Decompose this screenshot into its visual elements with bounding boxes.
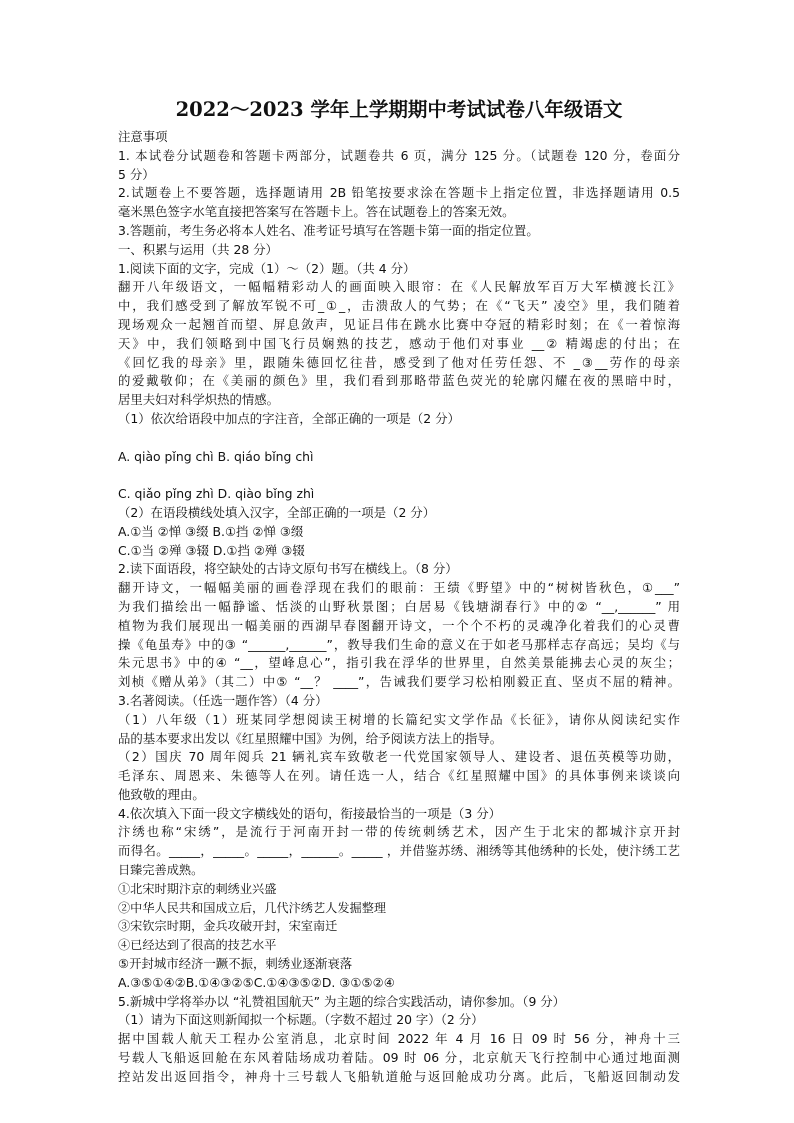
text-line: 日臻完善成熟。: [118, 863, 204, 878]
text-line: ②中华人民共和国成立后，几代汴绣艺人发掘整理: [118, 900, 387, 915]
text-line: 3.名著阅读。（任选一题作答）（4 分）: [118, 692, 328, 708]
page-title: 2022～2023 学年上学期期中考试试卷八年级语文: [175, 98, 623, 121]
text-line: （1）请为下面这则新闻拟一个标题。（字数不超过 20 字）（2 分）: [118, 1012, 484, 1028]
text-line: ①北宋时期汴京的刺绣业兴盛: [118, 881, 277, 896]
text-line: 而得名。_____，_____。_____，______。_____ ，并借鉴苏绣、湘绣等其他绣种的长处，使汴绣工艺: [118, 843, 680, 859]
text-line: ④已经达到了很高的技艺水平: [118, 938, 277, 953]
text-line: 一、积累与运用（共 28 分）: [118, 241, 278, 257]
blank-line: [118, 466, 680, 485]
text-line: 居里夫妇对科学炽热的情感。: [118, 392, 280, 408]
text-line: 的爱戴敬仰；在《美丽的颜色》里，我们看到那略带蓝色荧光的轮廓闪耀在夜的黑暗中时，: [118, 373, 680, 389]
text-line: 据中国载人航天工程办公室消息，北京时间 2022 年 4 月 16 日 09 时 56 分，神舟十三: [118, 1031, 680, 1047]
text-line: 现场观众一起翘首而望、屏息敛声，见证吕伟在跳水比赛中夺冠的精彩时刻；在《一着惊海: [118, 316, 680, 332]
text-line: 号载人飞船返回舱在东风着陆场成功着陆。09 时 06 分，北京航天飞行控制中心通过地面测: [118, 1050, 680, 1066]
text-line: C. qiǎo pǐng zhì D. qiào bǐng zhì: [118, 486, 315, 502]
text-line: 刘桢《赠从弟》（其二）中⑤ “__？ ____”，告诫我们要学习松柏刚毅正直、坚贞不屈的精神。: [118, 674, 680, 690]
text-line: 4.依次填入下面一段文字横线处的语句，衔接最恰当的一项是（3 分）: [118, 805, 501, 821]
text-line: 毫米黑色签字水笔直接把答案写在答题卡上。答在试题卷上的答案无效。: [118, 204, 515, 220]
text-line: 毛泽东、周恩来、朱德等人在列。请任选一人，结合《红星照耀中国》的具体事例来谈谈向: [118, 768, 680, 784]
text-line: A.①当 ②惮 ③缀 B.①挡 ②惮 ③缀: [118, 523, 304, 539]
text-line: 天》中，我们领略到中国飞行员娴熟的技艺，感动于他们对事业 __② 精竭虑的付出；在: [118, 335, 680, 351]
text-line: 他致敬的理由。: [118, 786, 205, 802]
text-line: 3.答题前，考生务必将本人姓名、准考证号填写在答题卡第一面的指定位置。: [118, 222, 539, 238]
text-line: 1.阅读下面的文字，完成（1）～（2）题。（共 4 分）: [118, 260, 416, 276]
text-line: 注意事项: [118, 129, 168, 144]
text-line: 控站发出返回指令，神舟十三号载人飞船轨道舱与返回舱成功分离。此后，飞船返回制动发: [118, 1068, 680, 1084]
exam-page: [118, 98, 680, 1087]
text-line: 2.试题卷上不要答题，选择题请用 2B 铅笔按要求涂在答题卡上指定位置，非选择题请用 0.5: [118, 185, 680, 201]
text-line: 5.新城中学将举办以 “礼赞祖国航天” 为主题的综合实践活动，请你参加。（9 分）: [118, 993, 566, 1009]
text-line: 汴绣也称“宋绣”，是流行于河南开封一带的传统刺绣艺术，因产生于北宋的都城汴京开封: [118, 824, 680, 840]
text-line: 操《龟虽寿》中的③ “______,______”，教导我们生命的意义在于如老马那样志存高远；吴均《与: [118, 636, 680, 652]
blank-line: [118, 429, 680, 448]
text-line: A. qiào pǐng chì B. qiáo bǐng chì: [118, 448, 314, 464]
text-line: 中，我们感受到了解放军锐不可_①_，击溃敌人的气势；在《“飞天” 凌空》里，我们随着: [118, 298, 680, 314]
text-line: 1. 本试卷分试题卷和答题卡两部分，试题卷共 6 页，满分 125 分。（试题卷 120 分，卷面分: [118, 147, 680, 163]
text-line: C.①当 ②殚 ③辍 D.①挡 ②殚 ③辍: [118, 542, 305, 558]
text-line: 翻开八年级语文，一幅幅精彩动人的画面映入眼帘：在《人民解放军百万大军横渡长江》: [118, 279, 680, 295]
text-line: 品的基本要求出发以《红星照耀中国》为例，给予阅读方法上的指导。: [118, 730, 503, 746]
text-line: （1）八年级（1）班某同学想阅读王树增的长篇纪实文学作品《长征》，请你从阅读纪实作: [118, 711, 680, 727]
text-line: 朱元思书》中的④ “__，望峰息心”，指引我在浮华的世界里，自然美景能拂去心灵的灰尘；: [118, 655, 680, 671]
text-line: A.③⑤①④②B.①④③②⑤C.①④③⑤②D. ③①⑤②④: [118, 974, 395, 990]
text-line: 5 分）: [118, 166, 155, 182]
exam-body: [118, 128, 680, 1087]
text-line: 2.读下面语段，将空缺处的古诗文原句书写在横线上。（8 分）: [118, 561, 458, 577]
text-line: ③宋钦宗时期，金兵攻破开封，宋室南迁: [118, 919, 338, 934]
text-line: 《回忆我的母亲》里，跟随朱德回忆往昔，感受到了他对任劳任怨、不 _③__劳作的母亲: [118, 354, 680, 370]
text-line: ⑤开封城市经济一蹶不振，刺绣业逐渐衰落: [118, 956, 353, 972]
text-line: 翻开诗文，一幅幅美丽的画卷浮现在我们的眼前：王绩《野望》中的“树树皆秋色，①___”: [118, 580, 680, 596]
text-line: （1）依次给语段中加点的字注音，全部正确的一项是（2 分）: [118, 410, 460, 426]
text-line: 为我们描绘出一幅静谧、恬淡的山野秋景图；白居易《钱塘湖春行》中的② “__,______” 用: [118, 598, 680, 614]
text-line: （2）国庆 70 周年阅兵 21 辆礼宾车致敬老一代党国家领导人、建设者、退伍英模等功勋，: [118, 749, 680, 765]
text-line: （2）在语段横线处填入汉字，全部正确的一项是（2 分）: [118, 504, 436, 520]
text-line: 植物为我们展现出一幅美丽的西湖早春图翻开诗文，一个个不朽的灵魂净化着我们的心灵曹: [118, 617, 680, 633]
